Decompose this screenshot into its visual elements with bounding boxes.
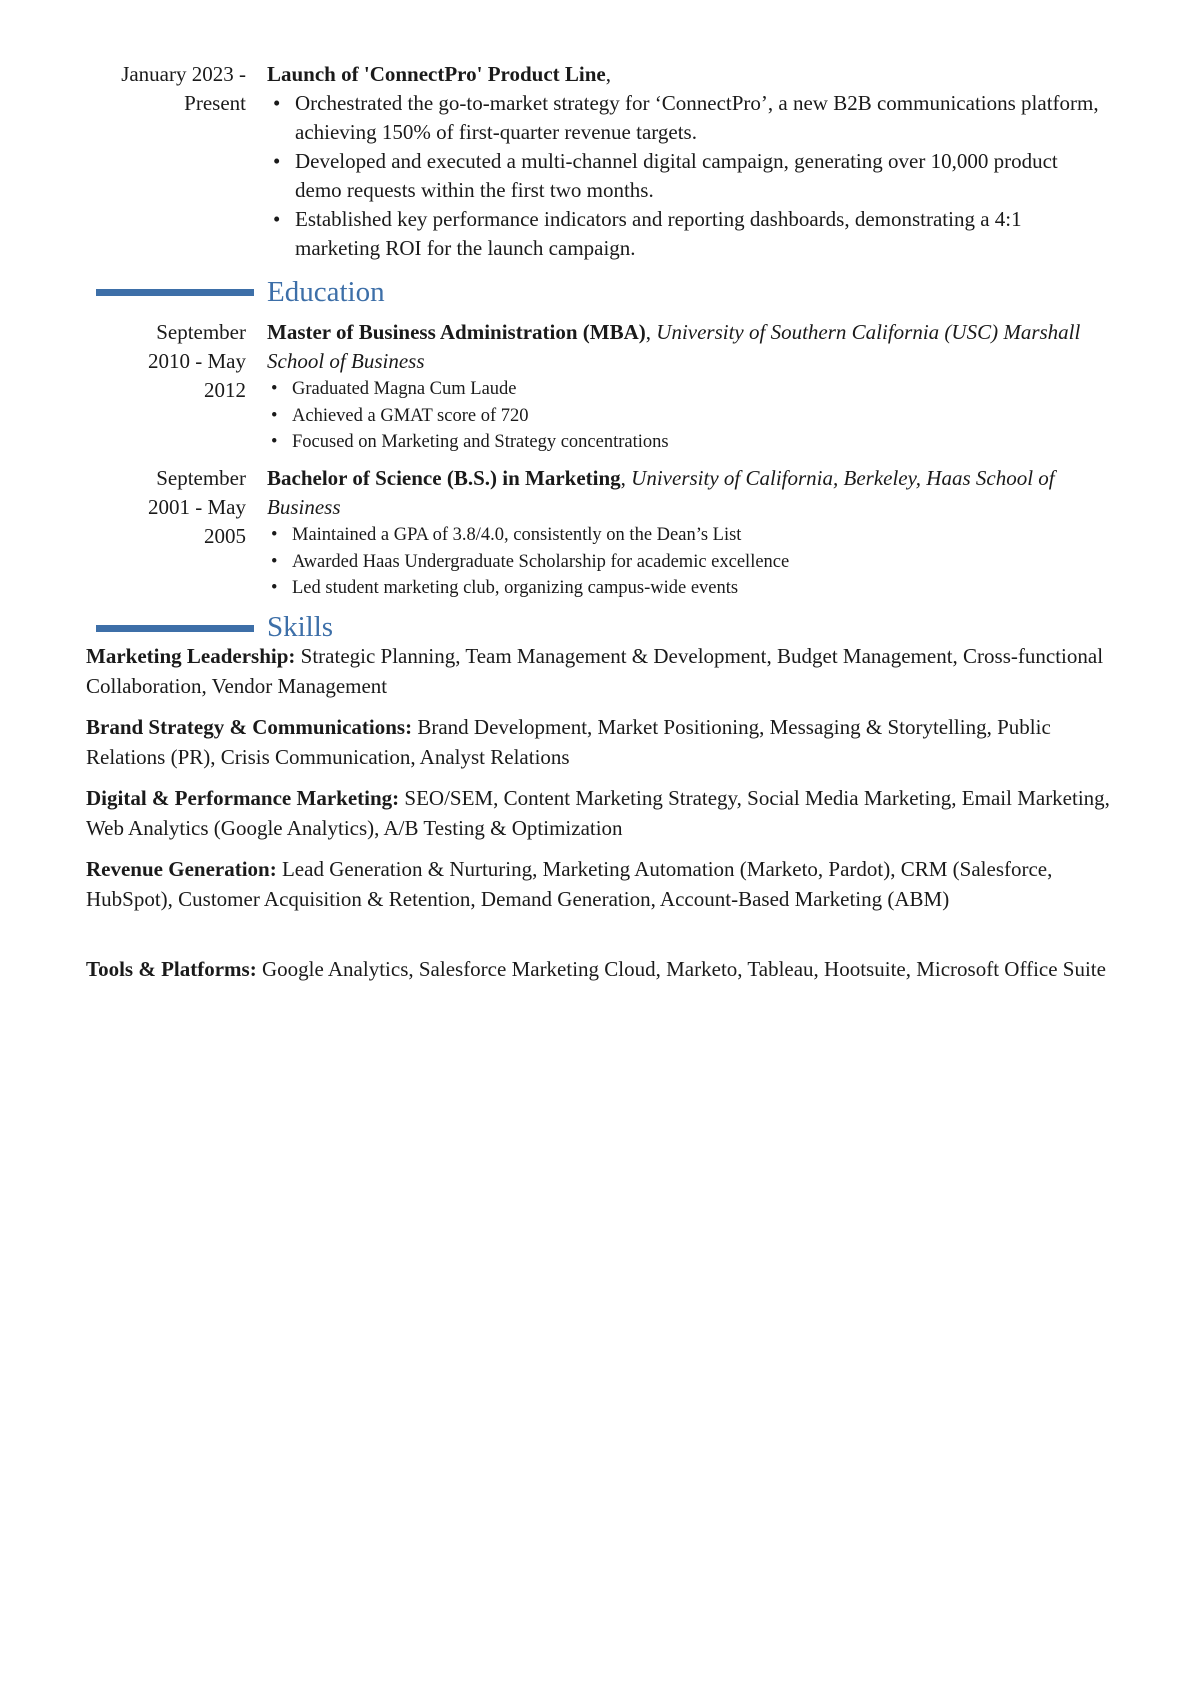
date-line: 2001 - May [148,495,246,519]
degree: Master of Business Administration (MBA) [267,320,646,344]
skill-group [86,784,1111,843]
skill-group [86,955,1111,985]
skill-items: SEO/SEM, Content Marketing Strategy, Social Media Marketing, Email Marketing, Web Analytics (Google Analytics), A/B Testing & Optimization [86,786,1110,840]
date-line: September [156,320,246,344]
skill-category: Marketing Leadership: [86,644,296,668]
title-suffix: , [605,62,611,86]
skill-category: Tools & Platforms: [86,957,257,981]
skill-category: Brand Strategy & Communications: [86,715,413,739]
bullet-item: • Led student marketing club, organizing campus-wide events [267,575,1107,602]
skill-group [86,642,1111,701]
bullet-item: • Established key performance indicators and reporting dashboards, demonstrating a 4:1 marketing ROI for the launch campaign. [267,205,1107,263]
date-line: 2012 [204,378,246,402]
section-bar [96,625,254,632]
section-bar [96,289,254,296]
bullet-item: • Awarded Haas Undergraduate Scholarship for academic excellence [267,549,1107,576]
institution: University of Southern California (USC) Marshall School of Business [267,320,1081,373]
bullet-list [267,522,1107,602]
date-line: January 2023 - [121,62,246,86]
bullet-list [267,89,1107,263]
institution: University of California, Berkeley, Haas School of Business [267,466,1055,519]
bullet-item: • Orchestrated the go-to-market strategy for ‘ConnectPro’, a new B2B communications platform, achieving 150% of first-quarter revenue targets. [267,89,1107,147]
bullet-item: • Achieved a GMAT score of 720 [267,403,1107,430]
skill-category: Digital & Performance Marketing: [86,786,400,810]
section-title: Education [267,276,385,308]
date-line: 2010 - May [148,349,246,373]
skill-group [86,855,1111,914]
entry-body [267,464,1107,602]
bullet-item: • Graduated Magna Cum Laude [267,376,1107,403]
date-line: 2005 [204,524,246,548]
entry-date [86,318,246,405]
degree: Bachelor of Science (B.S.) in Marketing [267,466,621,490]
bullet-item: • Maintained a GPA of 3.8/4.0, consistently on the Dean’s List [267,522,1107,549]
section-title: Skills [267,611,334,643]
skill-items: Lead Generation & Nurturing, Marketing Automation (Marketo, Pardot), CRM (Salesforce, HubSpot), Customer Acquisition & Retention, Demand Generation, Account-Based Marketing (ABM) [86,857,1053,911]
skill-category: Revenue Generation: [86,857,277,881]
entry-body [267,60,1107,263]
skill-items: Brand Development, Market Positioning, Messaging & Storytelling, Public Relations (PR), Crisis Communication, Analyst Relations [86,715,1051,769]
entry-heading [267,318,1107,376]
entry-body [267,318,1107,456]
date-line: Present [184,91,246,115]
separator: , [620,466,632,490]
entry-heading [267,464,1107,522]
bullet-list [267,376,1107,456]
entry-title: Launch of 'ConnectPro' Product Line [267,62,606,86]
entry-date [86,60,246,118]
entry-heading [267,60,1107,89]
bullet-item: • Developed and executed a multi-channel digital campaign, generating over 10,000 product demo requests within the first two months. [267,147,1107,205]
separator: , [645,320,657,344]
skill-group [86,713,1111,772]
bullet-item: • Focused on Marketing and Strategy concentrations [267,429,1107,456]
skill-items: Strategic Planning, Team Management & Development, Budget Management, Cross-functional Collaboration, Vendor Management [86,644,1104,698]
skill-items: Google Analytics, Salesforce Marketing Cloud, Marketo, Tableau, Hootsuite, Microsoft Office Suite [261,957,1106,981]
date-line: September [156,466,246,490]
section-education [0,275,1190,311]
entry-date [86,464,246,551]
